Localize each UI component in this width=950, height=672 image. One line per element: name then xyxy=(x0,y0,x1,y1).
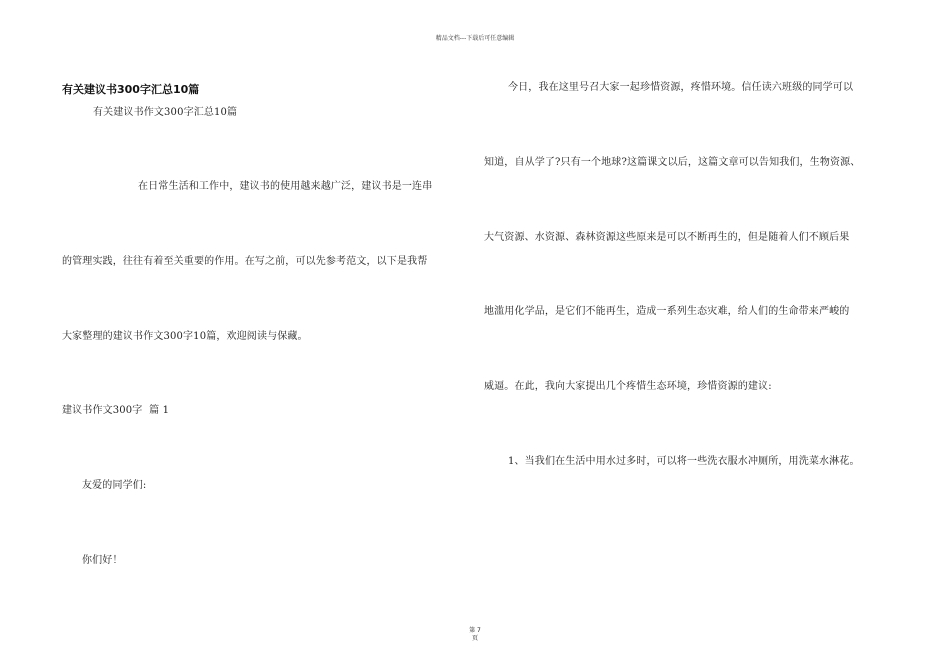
intro-paragraph-line-1: 在日常生活和工作中，建议书的使用越来越广泛，建议书是一连串 xyxy=(138,181,433,192)
document-title: 有关建议书300字汇总10篇 xyxy=(62,83,200,96)
body-line-3: 大气资源、水资源、森林资源这些原来是可以不断再生的，但是随着人们不顾后果 xyxy=(484,232,850,243)
letter-hello: 你们好！ xyxy=(82,555,123,566)
body-line-6: 1、当我们在生活中用水过多时，可以将一些洗衣服水冲厕所，用洗菜水淋花。 xyxy=(508,456,860,467)
body-line-4: 地滥用化学品，是它们不能再生，造成一系列生态灾难，给人们的生命带来严峻的 xyxy=(484,306,850,317)
body-line-1: 今日，我在这里号召大家一起珍惜资源，疼惜环境。信任读六班级的同学可以 xyxy=(508,82,854,93)
document-subtitle: 有关建议书作文300字汇总10篇 xyxy=(93,107,238,118)
letter-greeting: 友爱的同学们: xyxy=(82,480,147,491)
body-line-2: 知道，自从学了?只有一个地球?这篇课文以后，这篇文章可以告知我们，生物资源、 xyxy=(484,157,861,168)
intro-paragraph-line-3: 大家整理的建议书作文300字10篇，欢迎阅读与保藏。 xyxy=(62,331,308,342)
page-number-line-2: 页 xyxy=(471,635,478,642)
page-number-line-1: 第 7 xyxy=(469,627,481,634)
body-line-5: 威逼。在此，我向大家提出几个疼惜生态环境，珍惜资源的建议: xyxy=(484,381,772,392)
section-heading: 建议书作文300字 篇 1 xyxy=(62,405,170,416)
intro-paragraph-line-2: 的管理实践，往往有着至关重要的作用。在写之前，可以先参考范文，以下是我帮 xyxy=(62,256,428,267)
header-note: 精品文档---下载后可任意编辑 xyxy=(435,35,515,42)
